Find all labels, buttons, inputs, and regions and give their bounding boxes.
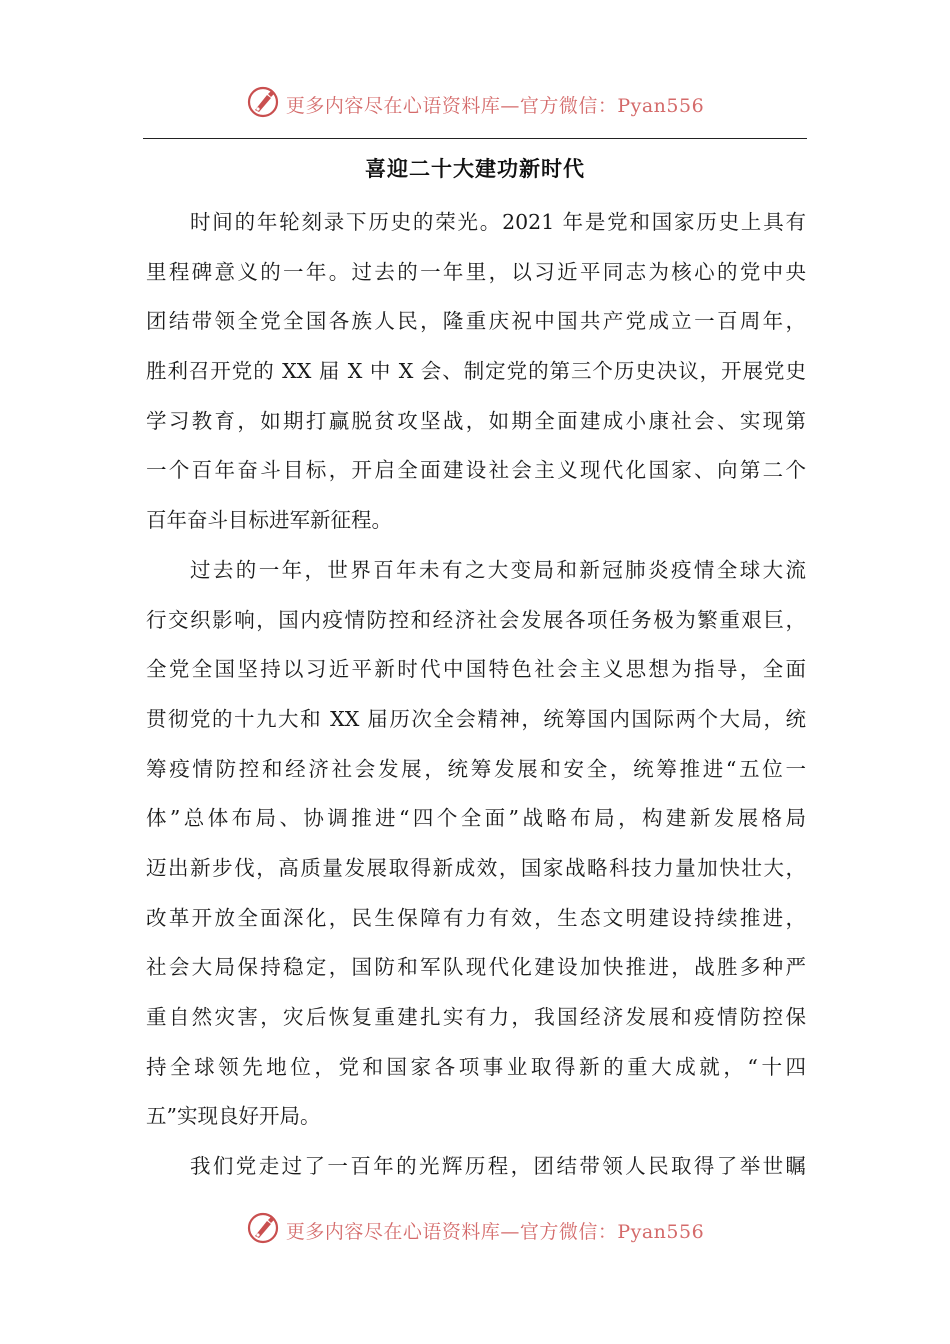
document-title: 喜迎二十大建功新时代 <box>365 156 585 181</box>
pen-nib-circle-icon <box>246 85 286 124</box>
text-line: 团结带领全党全国各族人民，隆重庆祝中国共产党成立一百周年， <box>146 309 806 334</box>
header-banner <box>0 84 950 124</box>
text-line: 时间的年轮刻录下历史的荣光。2021 年是党和国家历史上具有 <box>190 210 806 234</box>
text-line: 里程碑意义的一年。过去的一年里，以习近平同志为核心的党中央 <box>146 259 806 284</box>
text-line: 社会大局保持稳定，国防和军队现代化建设加快推进，战胜多种严 <box>146 955 806 980</box>
text-line: 学习教育，如期打赢脱贫攻坚战，如期全面建成小康社会、实现第 <box>146 408 806 433</box>
text-line: 改革开放全面深化，民生保障有力有效，生态文明建设持续推进， <box>146 905 806 930</box>
text-line: 持全球领先地位，党和国家各项事业取得新的重大成就，“十四 <box>146 1054 806 1079</box>
text-line: 五”实现良好开局。 <box>146 1104 321 1129</box>
text-line: 一个百年奋斗目标，开启全面建设社会主义现代化国家、向第二个 <box>146 458 806 483</box>
document-body <box>146 198 806 1192</box>
text-line: 全党全国坚持以习近平新时代中国特色社会主义思想为指导，全面 <box>146 657 806 682</box>
text-line: 胜利召开党的 XX 届 X 中 X 会、制定党的第三个历史决议，开展党史 <box>146 359 806 384</box>
text-line: 贯彻党的十九大和 XX 届历次全会精神，统筹国内国际两个大局，统 <box>146 706 806 731</box>
text-line: 我们党走过了一百年的光辉历程，团结带领人民取得了举世瞩 <box>190 1154 806 1179</box>
header-banner-text: 更多内容尽在心语资料库—官方微信：Pyan556 <box>285 94 705 117</box>
footer-banner <box>0 1210 950 1250</box>
text-line: 体”总体布局、协调推进“四个全面”战略布局，构建新发展格局 <box>146 806 806 831</box>
text-line: 行交织影响，国内疫情防控和经济社会发展各项任务极为繁重艰巨， <box>146 607 806 632</box>
text-line: 过去的一年，世界百年未有之大变局和新冠肺炎疫情全球大流 <box>190 557 806 582</box>
text-line: 迈出新步伐，高质量发展取得新成效，国家战略科技力量加快壮大， <box>146 855 806 880</box>
text-line: 重自然灾害，灾后恢复重建扎实有力，我国经济发展和疫情防控保 <box>146 1005 806 1029</box>
text-line: 百年奋斗目标进军新征程。 <box>146 508 392 533</box>
header-divider <box>143 138 807 139</box>
text-line: 筹疫情防控和经济社会发展，统筹发展和安全，统筹推进“五位一 <box>146 756 806 781</box>
pen-nib-circle-icon <box>246 1211 286 1250</box>
footer-banner-text: 更多内容尽在心语资料库—官方微信：Pyan556 <box>285 1220 705 1243</box>
